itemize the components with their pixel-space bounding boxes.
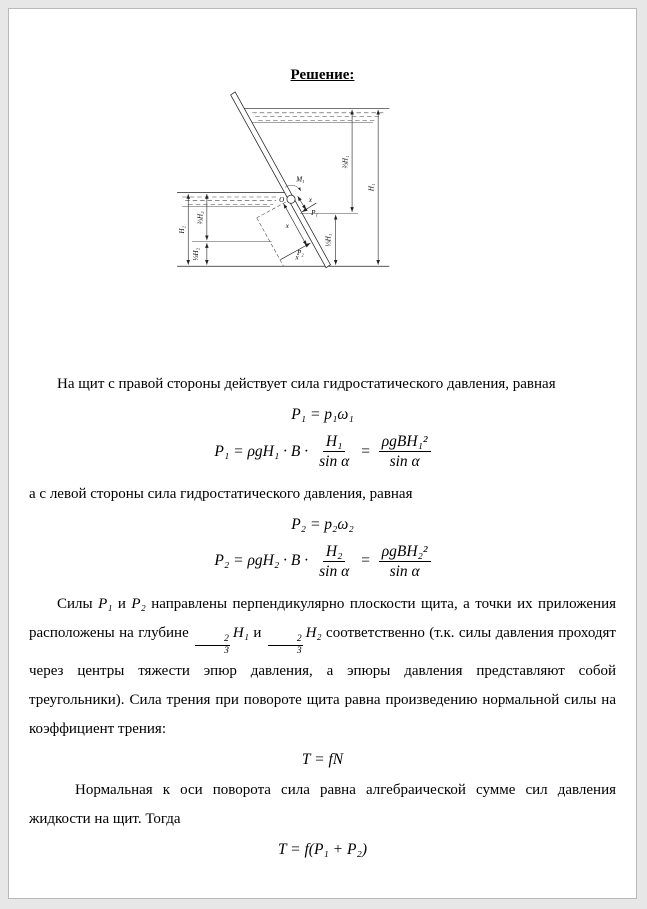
label-H1: H₁ [367, 183, 376, 192]
eq4-frac2-numerator: ρgBH₂² [379, 542, 431, 562]
label-pivot: O [279, 196, 285, 205]
label-one-third-H1: ⅓H₁ [324, 233, 333, 247]
p3-var-H2: H₂ [305, 624, 322, 641]
eq4-equals: = [360, 552, 371, 570]
eq2-frac1-denominator: sin α [319, 453, 350, 471]
eq4-fraction-1 [316, 542, 352, 582]
paragraph-normal-force: Нормальная к оси поворота сила равна алгебраической сумме сил давления жидкости на щит. Тогда [29, 782, 616, 828]
inclined-gate [231, 92, 331, 268]
document-page [8, 8, 637, 899]
paragraph-right-force: На щит с правой стороны действует сила гидростатического давления, равная [57, 376, 556, 392]
paragraph-forces-direction [29, 590, 616, 745]
eq2-frac2-denominator: sin α [389, 453, 420, 471]
label-x-lower: x [285, 222, 289, 231]
p3-text-4: и [248, 624, 266, 641]
p3-text-1: Силы [57, 595, 99, 612]
eq2-frac2-numerator: ρgBH₁² [379, 432, 431, 452]
label-P2: P₂ [296, 249, 304, 258]
solution-heading: Решение: [290, 67, 355, 83]
pressure-epure [257, 199, 291, 266]
frac2-numerator: 2 [268, 634, 303, 646]
formula-p1-general: P₁ = p₁ω₁ [291, 406, 354, 423]
eq4-frac1-denominator: sin α [319, 563, 350, 581]
eq4-fraction-2 [379, 542, 431, 582]
pivot-hinge [287, 195, 295, 203]
formula-friction-expanded: T = f(P₁ + P₂) [277, 841, 368, 859]
eq4-frac2-denominator: sin α [389, 563, 420, 581]
eq2-equals: = [360, 442, 371, 460]
eq2-lhs: P₁ = ρgH₁ · B · [214, 442, 309, 460]
label-moment: M₁ [296, 175, 305, 184]
p3-text-3: направлены перпендикулярно плоскости щита, а точки их приложения расположены на глубине [29, 595, 616, 641]
label-two-thirds-H2: ⅔H₂ [196, 211, 205, 225]
hydrostatic-gate-diagram [151, 86, 491, 334]
fraction-two-thirds-2 [268, 634, 303, 657]
hydrostatic-gate-figure [9, 86, 636, 338]
label-H2: H₂ [177, 225, 186, 234]
formula-p2-general: P₂ = p₂ω₂ [291, 515, 354, 533]
p3-var-P1: P₁ [98, 595, 113, 612]
p3-var-P2: P₂ [131, 595, 146, 612]
eq2-fraction-1 [316, 432, 352, 472]
label-two-thirds-H1: ⅔H₁ [341, 155, 350, 169]
eq4-frac1-numerator: H₂ [323, 542, 346, 562]
p3-text-5: соответственно (т.к. силы давления проходят через центры тяжести эпюр давления, а эпюры давления представляют собой треугольники). Сила трения при повороте щита равна произведению нормальной силы на коэффициент трения: [29, 624, 616, 738]
fraction-two-thirds-1 [195, 634, 230, 657]
p3-text-2: и [112, 595, 132, 612]
label-x-bottom: x [295, 253, 299, 262]
formula-p1-expanded [29, 432, 616, 472]
frac1-numerator: 2 [195, 634, 230, 646]
p3-var-H1: H₁ [232, 624, 249, 641]
frac2-denominator: 3 [296, 646, 302, 657]
label-P1: P₁ [311, 208, 318, 217]
eq4-lhs: P₂ = ρgH₂ · B · [214, 552, 309, 570]
eq2-fraction-2 [379, 432, 431, 472]
eq2-frac1-numerator: H₁ [323, 432, 346, 452]
label-one-third-H2: ⅓H₂ [191, 247, 200, 261]
lower-water-surface [177, 192, 286, 206]
formula-friction: T = fN [301, 751, 344, 769]
paragraph-left-force: а с левой стороны сила гидростатического давления, равная [29, 485, 413, 502]
formula-p2-expanded [29, 542, 616, 582]
frac1-denominator: 3 [224, 646, 229, 657]
upper-water-surface [239, 108, 389, 122]
label-x-upper: x [308, 196, 313, 205]
solution-text [9, 370, 636, 863]
